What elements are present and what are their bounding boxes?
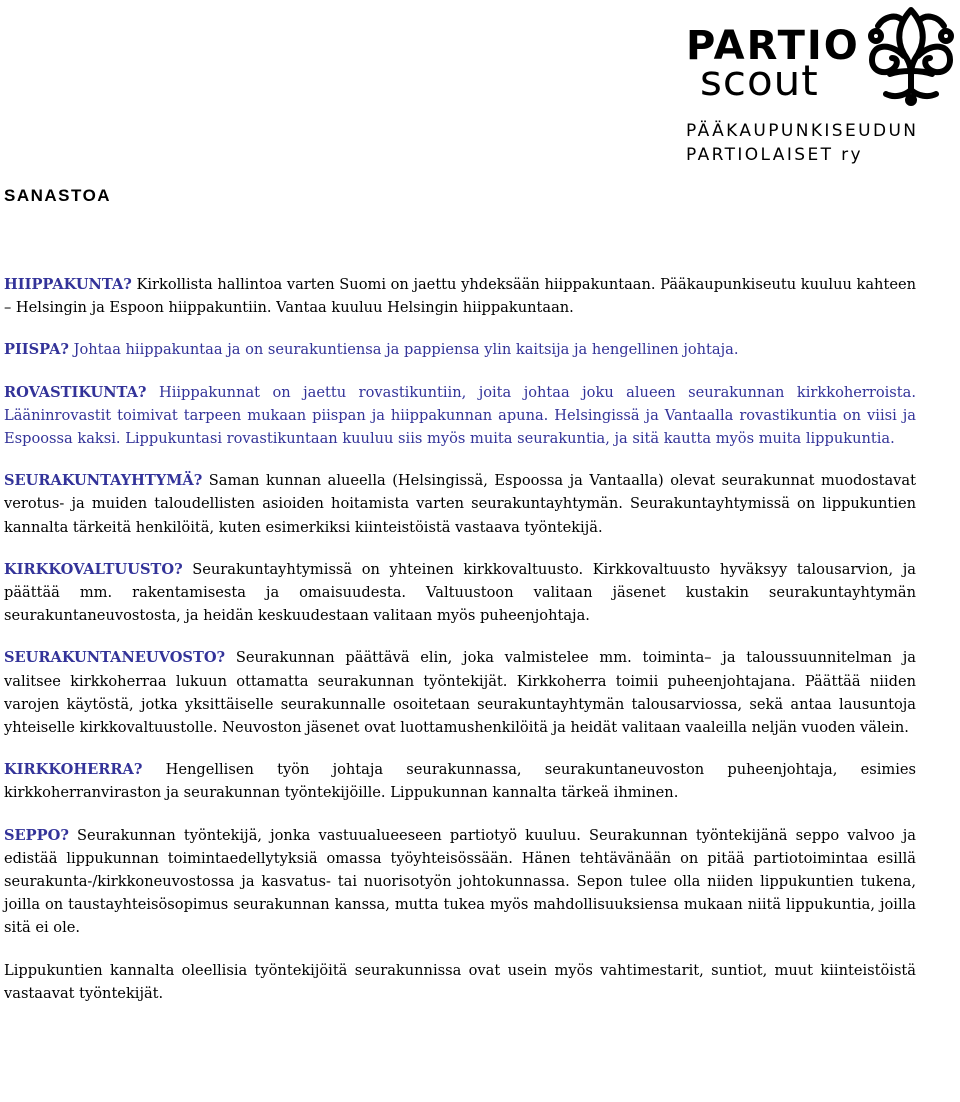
fleur-de-lis-emblem-icon xyxy=(864,2,958,106)
logo-org-line-2: PARTIOLAISET ry xyxy=(686,145,864,165)
glossary-definition: Hiippakunnat on jaettu rovastikuntiin, joita johtaa joku alueen seurakunnan kirkkoherroista. Lääninrovastit toimivat tarpeen mukaan piispan ja hiippakunnan apuna. Helsingissä ja Vantaalla rovastikuntia on viisi ja Espoossa kaksi. Lippukuntasi rovastikuntaan kuuluu siis myös muita seurakuntia, ja sitä kautta myös muita lippukuntia. xyxy=(4,383,916,448)
glossary-term: ROVASTIKUNTA? xyxy=(4,383,147,401)
logo-scout-text: scout xyxy=(700,56,819,105)
glossary-term: PIISPA? xyxy=(4,341,69,359)
glossary-entry-rovastikunta xyxy=(4,381,916,451)
glossary-definition: Seurakunnan päättävä elin, joka valmistelee mm. toiminta– ja taloussuunnitelman ja valitsee kirkkoherraa lukuun ottamatta seurakunnan työntekijät. Kirkkoherra toimii puheenjohtajana. Päättää niiden varojen käytöstä, jotka yksittäiselle seurakunnalle osoitetaan seurakuntayhtymän talousarviossa, sekä antaa lausuntoja yhteiselle kirkkovaltuustolle. Neuvoston jäsenet ovat luottamushenkilöitä ja heidät valitaan vaaleilla neljän vuoden välein. xyxy=(4,649,916,737)
glossary-entry-hiippakunta xyxy=(4,273,916,319)
glossary-term: HIIPPAKUNTA? xyxy=(4,276,132,293)
glossary-definition: Kirkollista hallintoa varten Suomi on jaettu yhdeksään hiippakuntaan. Pääkaupunkiseutu kuuluu kahteen – Helsingin ja Espoon hiippakuntiin. Vantaa kuuluu Helsingin hiippakuntaan. xyxy=(4,276,916,317)
glossary-entry-seppo xyxy=(4,824,916,940)
glossary-term: SEURAKUNTANEUVOSTO? xyxy=(4,649,226,667)
partio-scout-logo xyxy=(682,2,958,172)
glossary-term: SEURAKUNTAYHTYMÄ? xyxy=(4,472,203,490)
glossary-definition: Seurakunnan työntekijä, jonka vastuualueeseen partiotyö kuuluu. Seurakunnan työntekijänä seppo valvoo ja edistää lippukunnan toimintaedellytyksiä omassa työyhteisössään. Hänen tehtävänään on pitää partiotoimintaa esillä seurakunta-/kirkkoneuvostossa ja kasvatus- tai nuorisotyön johtokunnassa. Sepon tulee olla niiden lippukuntien tukena, joilla on taustayhteisösopimus seurakunnan kanssa, mutta tukea myös mahdollisuuksiensa mukaan niitä lippukuntia, joilla sitä ei ole. xyxy=(4,826,916,937)
glossary-term: KIRKKOVALTUUSTO? xyxy=(4,560,183,578)
glossary-entry-seurakuntaneuvosto xyxy=(4,646,916,739)
logo-partio-text: PARTIO xyxy=(686,23,860,69)
document-title: SANASTOA xyxy=(4,186,112,205)
glossary-term: KIRKKOHERRA? xyxy=(4,761,143,779)
glossary-entry-seurakuntayhtyma xyxy=(4,469,916,539)
logo-org-line-1: PÄÄKAUPUNKISEUDUN xyxy=(686,121,919,141)
glossary-entry-kirkkovaltuusto xyxy=(4,558,916,628)
glossary-definition: Seurakuntayhtymissä on yhteinen kirkkovaltuusto. Kirkkovaltuusto hyväksyy talousarvion, ja päättää mm. rakentamisesta ja omaisuudesta. Valtuustoon valitaan jäsenet kustakin seurakuntayhtymän seurakuntaneuvostosta, ja heidän keskuudestaan valitaan myös puheenjohtaja. xyxy=(4,560,917,625)
glossary-content xyxy=(4,273,916,1024)
glossary-definition: Hengellisen työn johtaja seurakunnassa, seurakuntaneuvoston puheenjohtaja, esimies kirkkoherranviraston ja seurakunnan työntekijöille. Lippukunnan kannalta tärkeä ihminen. xyxy=(4,761,916,802)
glossary-definition: Saman kunnan alueella (Helsingissä, Espoossa ja Vantaalla) olevat seurakunnat muodostavat verotus- ja muiden taloudellisten asioiden hoitamista varten seurakuntayhtymän. Seurakuntayhtymissä on lippukuntien kannalta tärkeitä henkilöitä, kuten esimerkiksi kiinteistöistä vastaava työntekijä. xyxy=(4,472,916,536)
glossary-definition: Johtaa hiippakuntaa ja on seurakuntiensa ja pappiensa ylin kaitsija ja hengellinen johtaja. xyxy=(73,341,739,359)
closing-paragraph: Lippukuntien kannalta oleellisia työntekijöitä seurakunnissa ovat usein myös vahtimestarit, suntiot, muut kiinteistöistä vastaavat työntekijät. xyxy=(4,961,916,1002)
glossary-entry-kirkkoherra xyxy=(4,758,916,804)
glossary-entry-piispa xyxy=(4,338,916,361)
glossary-term: SEPPO? xyxy=(4,826,69,844)
